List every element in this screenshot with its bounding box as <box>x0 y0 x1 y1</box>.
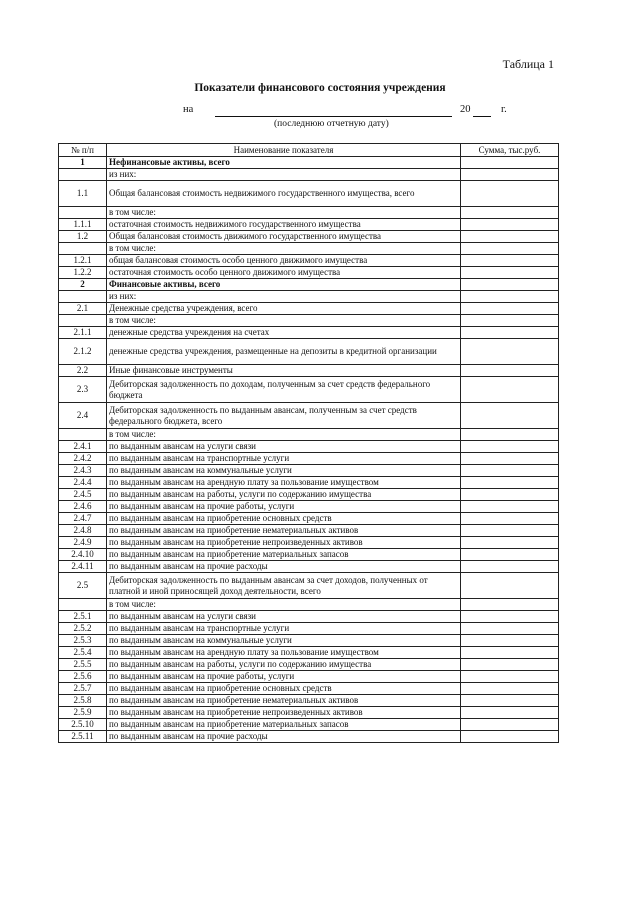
table-row <box>59 465 559 477</box>
table-row <box>59 477 559 489</box>
table-row <box>59 279 559 291</box>
year-prefix: 20 <box>460 104 471 115</box>
indicator-name: Дебиторская задолженность по доходам, полученным за счет средств федерального бюджета <box>107 377 461 403</box>
indicator-name: из них: <box>107 169 461 181</box>
amount-cell[interactable] <box>461 207 559 219</box>
indicator-name: Нефинансовые активы, всего <box>107 157 461 169</box>
year-blank-field <box>473 116 491 117</box>
table-row <box>59 659 559 671</box>
table-number-label: Таблица 1 <box>502 57 554 71</box>
amount-cell[interactable] <box>461 489 559 501</box>
row-number: 2.4.10 <box>59 549 107 561</box>
table-row <box>59 525 559 537</box>
row-number: 2.1 <box>59 303 107 315</box>
indicator-name: по выданным авансам на приобретение основных средств <box>107 513 461 525</box>
row-number: 2.1.2 <box>59 339 107 365</box>
amount-cell[interactable] <box>461 303 559 315</box>
row-number: 2.3 <box>59 377 107 403</box>
amount-cell[interactable] <box>461 549 559 561</box>
row-number: 2.5.9 <box>59 707 107 719</box>
indicator-name: по выданным авансам на прочие работы, услуги <box>107 501 461 513</box>
table-row <box>59 157 559 169</box>
indicator-name: по выданным авансам на приобретение непроизведенных активов <box>107 537 461 549</box>
table-row <box>59 707 559 719</box>
amount-cell[interactable] <box>461 339 559 365</box>
document-title: Показатели финансового состояния учреждения <box>194 82 446 94</box>
table-row <box>59 695 559 707</box>
row-number: 2.2 <box>59 365 107 377</box>
indicator-name: Денежные средства учреждения, всего <box>107 303 461 315</box>
row-number: 2 <box>59 279 107 291</box>
row-number: 1.1 <box>59 181 107 207</box>
indicator-name: по выданным авансам на услуги связи <box>107 611 461 623</box>
indicator-name: по выданным авансам на приобретение материальных запасов <box>107 549 461 561</box>
row-number: 2.5 <box>59 573 107 599</box>
row-number <box>59 315 107 327</box>
table-row <box>59 501 559 513</box>
amount-cell[interactable] <box>461 219 559 231</box>
table-row <box>59 671 559 683</box>
table-row <box>59 489 559 501</box>
indicator-name: Иные финансовые инструменты <box>107 365 461 377</box>
indicator-name: в том числе: <box>107 315 461 327</box>
amount-cell[interactable] <box>461 243 559 255</box>
table-row <box>59 169 559 181</box>
table-row <box>59 377 559 403</box>
row-number: 2.5.11 <box>59 731 107 743</box>
row-number: 2.4.11 <box>59 561 107 573</box>
row-number: 2.5.10 <box>59 719 107 731</box>
column-header-number: № п/п <box>59 144 107 157</box>
amount-cell[interactable] <box>461 291 559 303</box>
amount-cell[interactable] <box>461 635 559 647</box>
row-number: 1.2 <box>59 231 107 243</box>
amount-cell[interactable] <box>461 441 559 453</box>
table-row <box>59 573 559 599</box>
table-row <box>59 231 559 243</box>
row-number: 2.4.9 <box>59 537 107 549</box>
amount-cell[interactable] <box>461 231 559 243</box>
table-row <box>59 513 559 525</box>
indicator-name: по выданным авансам на прочие расходы <box>107 731 461 743</box>
amount-cell[interactable] <box>461 279 559 291</box>
table-row <box>59 365 559 377</box>
amount-cell[interactable] <box>461 525 559 537</box>
indicator-name: по выданным авансам на транспортные услуги <box>107 623 461 635</box>
row-number: 2.5.2 <box>59 623 107 635</box>
indicator-name: в том числе: <box>107 243 461 255</box>
amount-cell[interactable] <box>461 429 559 441</box>
row-number: 2.5.5 <box>59 659 107 671</box>
amount-cell[interactable] <box>461 611 559 623</box>
table-row <box>59 561 559 573</box>
amount-cell[interactable] <box>461 683 559 695</box>
date-hint: (последнюю отчетную дату) <box>274 119 389 129</box>
indicator-name: по выданным авансам на работы, услуги по содержанию имущества <box>107 489 461 501</box>
row-number: 2.5.8 <box>59 695 107 707</box>
indicator-name: по выданным авансам на приобретение нематериальных активов <box>107 525 461 537</box>
table-row <box>59 647 559 659</box>
amount-cell[interactable] <box>461 707 559 719</box>
date-prefix: на <box>183 104 194 115</box>
row-number: 2.4.1 <box>59 441 107 453</box>
column-header-amount: Сумма, тыс.руб. <box>461 144 559 157</box>
amount-cell[interactable] <box>461 315 559 327</box>
table-row <box>59 181 559 207</box>
table-row <box>59 537 559 549</box>
row-number <box>59 169 107 181</box>
amount-cell[interactable] <box>461 403 559 429</box>
amount-cell[interactable] <box>461 647 559 659</box>
row-number: 1.2.1 <box>59 255 107 267</box>
indicator-name: общая балансовая стоимость особо ценного движимого имущества <box>107 255 461 267</box>
indicator-name: по выданным авансам на приобретение основных средств <box>107 683 461 695</box>
table-row <box>59 403 559 429</box>
indicator-name: Дебиторская задолженность по выданным авансам за счет доходов, полученных от платной и иной приносящей доход деятельности, всего <box>107 573 461 599</box>
amount-cell[interactable] <box>461 453 559 465</box>
row-number <box>59 243 107 255</box>
amount-cell[interactable] <box>461 169 559 181</box>
table-row <box>59 611 559 623</box>
amount-cell[interactable] <box>461 501 559 513</box>
indicator-name: по выданным авансам на арендную плату за пользование имуществом <box>107 647 461 659</box>
table-row <box>59 683 559 695</box>
amount-cell[interactable] <box>461 267 559 279</box>
row-number: 2.4.7 <box>59 513 107 525</box>
indicator-name: в том числе: <box>107 429 461 441</box>
amount-cell[interactable] <box>461 659 559 671</box>
row-number: 2.4.5 <box>59 489 107 501</box>
amount-cell[interactable] <box>461 695 559 707</box>
amount-cell[interactable] <box>461 561 559 573</box>
table-row <box>59 327 559 339</box>
table-row <box>59 339 559 365</box>
row-number: 2.4 <box>59 403 107 429</box>
indicator-name: Общая балансовая стоимость движимого государственного имущества <box>107 231 461 243</box>
table-row <box>59 441 559 453</box>
indicator-name: денежные средства учреждения, размещенные на депозиты в кредитной организации <box>107 339 461 365</box>
table-row <box>59 255 559 267</box>
indicator-name: по выданным авансам на приобретение нематериальных активов <box>107 695 461 707</box>
indicator-name: по выданным авансам на работы, услуги по содержанию имущества <box>107 659 461 671</box>
row-number: 1.2.2 <box>59 267 107 279</box>
indicator-name: Дебиторская задолженность по выданным авансам, полученным за счет средств федерального бюджета, всего <box>107 403 461 429</box>
table-row <box>59 291 559 303</box>
row-number: 2.4.4 <box>59 477 107 489</box>
amount-cell[interactable] <box>461 255 559 267</box>
indicator-name: по выданным авансам на коммунальные услуги <box>107 465 461 477</box>
indicator-name: по выданным авансам на приобретение материальных запасов <box>107 719 461 731</box>
table-row <box>59 315 559 327</box>
row-number <box>59 291 107 303</box>
amount-cell[interactable] <box>461 465 559 477</box>
table-row <box>59 267 559 279</box>
indicator-name: по выданным авансам на прочие расходы <box>107 561 461 573</box>
amount-cell[interactable] <box>461 157 559 169</box>
indicator-name: по выданным авансам на прочие работы, услуги <box>107 671 461 683</box>
indicator-name: в том числе: <box>107 207 461 219</box>
table-row <box>59 303 559 315</box>
amount-cell[interactable] <box>461 513 559 525</box>
table-row <box>59 219 559 231</box>
indicator-name: в том числе: <box>107 599 461 611</box>
row-number <box>59 429 107 441</box>
row-number: 2.5.7 <box>59 683 107 695</box>
amount-cell[interactable] <box>461 181 559 207</box>
row-number: 2.5.1 <box>59 611 107 623</box>
amount-cell[interactable] <box>461 731 559 743</box>
row-number <box>59 599 107 611</box>
amount-cell[interactable] <box>461 599 559 611</box>
indicator-name: по выданным авансам на приобретение непроизведенных активов <box>107 707 461 719</box>
row-number: 2.4.6 <box>59 501 107 513</box>
indicator-name: Общая балансовая стоимость недвижимого государственного имущества, всего <box>107 181 461 207</box>
date-blank-field <box>215 116 452 117</box>
amount-cell[interactable] <box>461 573 559 599</box>
column-header-indicator: Наименование показателя <box>107 144 461 157</box>
table-row <box>59 635 559 647</box>
row-number: 1.1.1 <box>59 219 107 231</box>
table-row <box>59 719 559 731</box>
row-number: 2.5.3 <box>59 635 107 647</box>
indicator-name: по выданным авансам на арендную плату за пользование имуществом <box>107 477 461 489</box>
table-row <box>59 599 559 611</box>
amount-cell[interactable] <box>461 377 559 403</box>
amount-cell[interactable] <box>461 623 559 635</box>
table-header-row <box>59 144 559 157</box>
table-row <box>59 731 559 743</box>
row-number: 2.1.1 <box>59 327 107 339</box>
row-number: 2.4.2 <box>59 453 107 465</box>
amount-cell[interactable] <box>461 537 559 549</box>
indicator-name: остаточная стоимость особо ценного движимого имущества <box>107 267 461 279</box>
amount-cell[interactable] <box>461 671 559 683</box>
table-row <box>59 453 559 465</box>
amount-cell[interactable] <box>461 365 559 377</box>
indicator-name: по выданным авансам на транспортные услуги <box>107 453 461 465</box>
table-row <box>59 207 559 219</box>
indicator-name: из них: <box>107 291 461 303</box>
table-row <box>59 243 559 255</box>
table-row <box>59 429 559 441</box>
row-number: 2.5.4 <box>59 647 107 659</box>
row-number: 2.4.3 <box>59 465 107 477</box>
indicator-name: денежные средства учреждения на счетах <box>107 327 461 339</box>
amount-cell[interactable] <box>461 477 559 489</box>
amount-cell[interactable] <box>461 719 559 731</box>
row-number <box>59 207 107 219</box>
indicator-name: Финансовые активы, всего <box>107 279 461 291</box>
indicator-name: остаточная стоимость недвижимого государственного имущества <box>107 219 461 231</box>
table-row <box>59 549 559 561</box>
row-number: 1 <box>59 157 107 169</box>
year-suffix: г. <box>501 104 507 115</box>
row-number: 2.4.8 <box>59 525 107 537</box>
table-row <box>59 623 559 635</box>
indicator-name: по выданным авансам на коммунальные услуги <box>107 635 461 647</box>
amount-cell[interactable] <box>461 327 559 339</box>
row-number: 2.5.6 <box>59 671 107 683</box>
financial-indicators-table <box>58 143 559 743</box>
indicator-name: по выданным авансам на услуги связи <box>107 441 461 453</box>
